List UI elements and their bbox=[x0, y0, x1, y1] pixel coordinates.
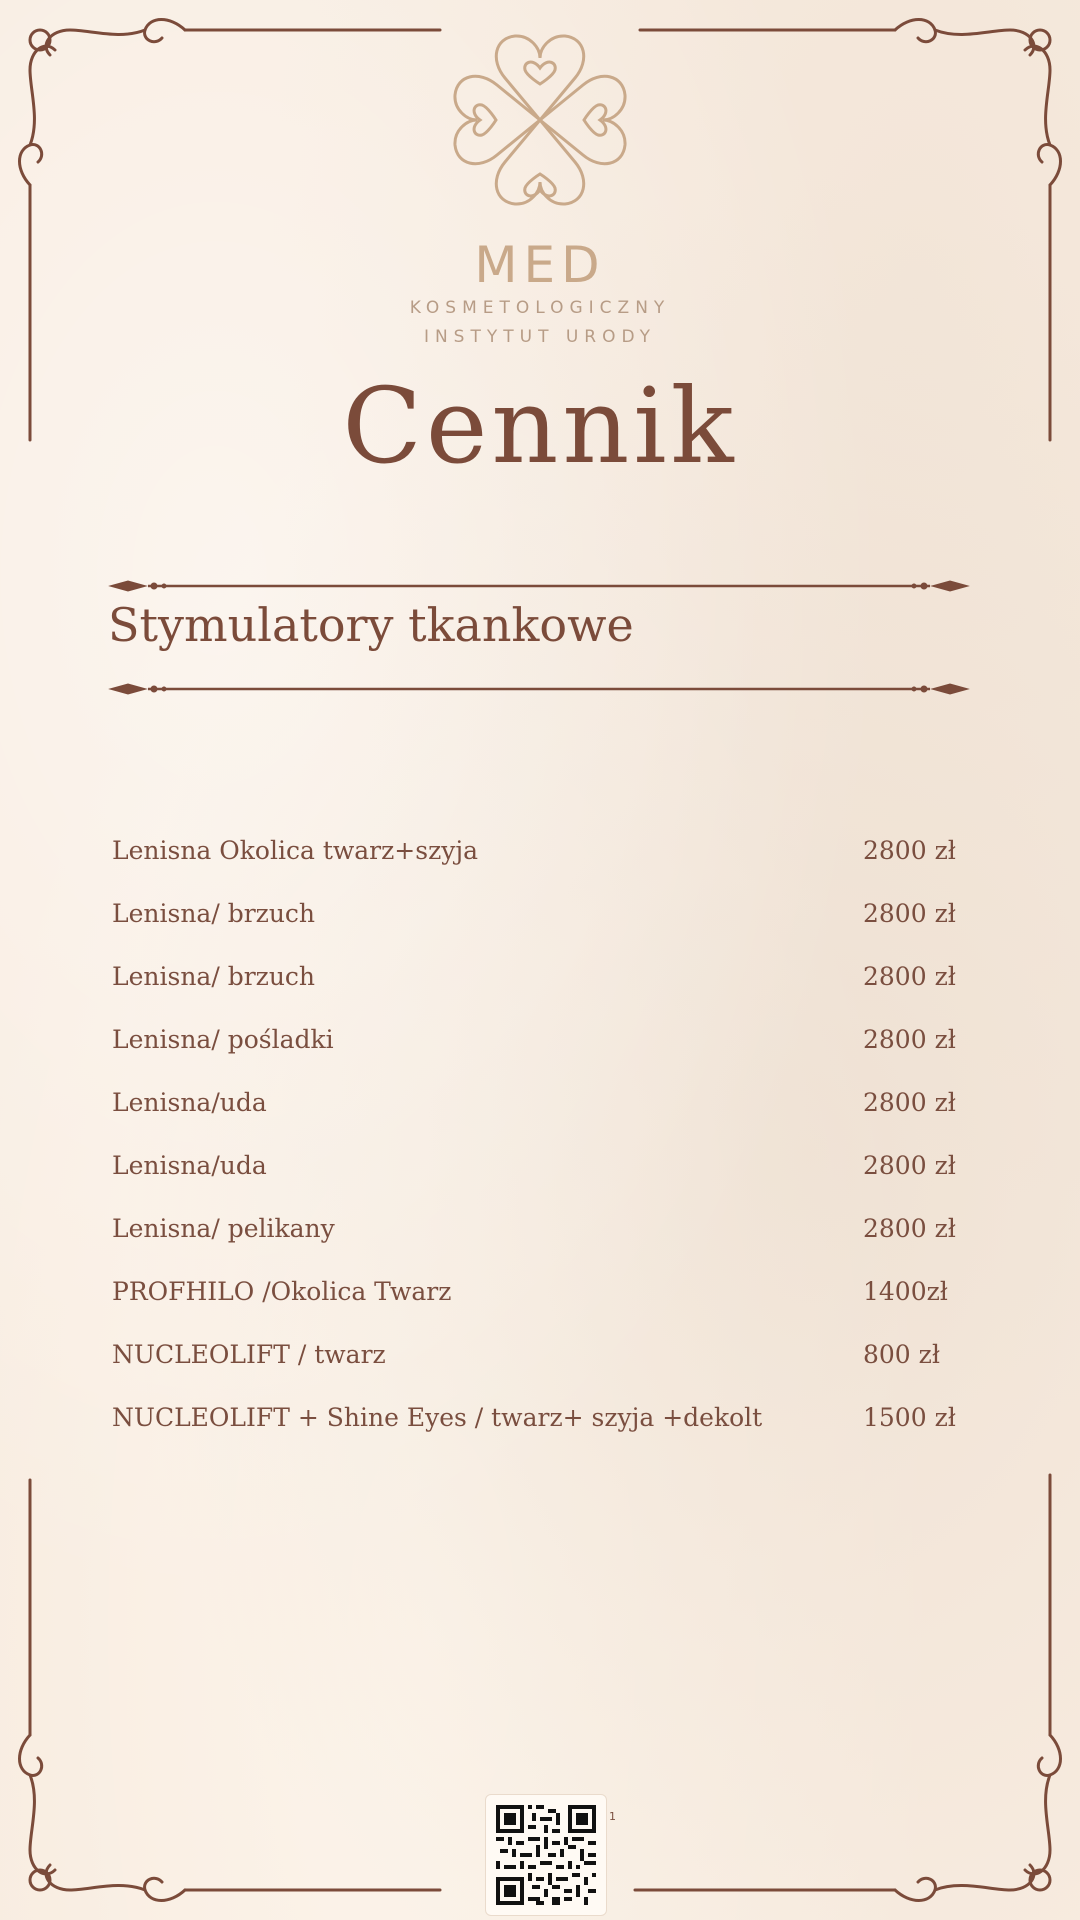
service-price: 1400zł bbox=[863, 1277, 948, 1306]
service-name: Lenisna/ pelikany bbox=[112, 1214, 335, 1243]
section-heading: Stymulatory tkankowe bbox=[108, 598, 634, 652]
price-row bbox=[110, 822, 970, 885]
price-row bbox=[110, 1200, 970, 1263]
price-row bbox=[110, 885, 970, 948]
service-price: 2800 zł bbox=[863, 899, 956, 928]
service-price: 2800 zł bbox=[863, 1151, 956, 1180]
price-row bbox=[110, 1011, 970, 1074]
price-row bbox=[110, 1389, 970, 1452]
service-name: Lenisna Okolica twarz+szyja bbox=[112, 836, 479, 865]
price-row bbox=[110, 1263, 970, 1326]
logo-subtitle-line2: INSTYTUT URODY bbox=[423, 327, 657, 347]
page-title: Cennik bbox=[342, 365, 738, 487]
service-name: Lenisna/ brzuch bbox=[112, 962, 316, 991]
service-name: Lenisna/uda bbox=[112, 1088, 267, 1117]
logo-name: MED bbox=[474, 236, 606, 294]
price-row bbox=[110, 948, 970, 1011]
service-name: PROFHILO /Okolica Twarz bbox=[112, 1277, 452, 1306]
price-row bbox=[110, 1137, 970, 1200]
service-price: 2800 zł bbox=[863, 1025, 956, 1054]
service-name: NUCLEOLIFT / twarz bbox=[112, 1340, 386, 1369]
section-divider-top bbox=[108, 572, 970, 600]
section-divider-bottom bbox=[108, 675, 970, 703]
page-number: 1 bbox=[609, 1810, 616, 1823]
service-name: NUCLEOLIFT + Shine Eyes / twarz+ szyja +dekolt bbox=[112, 1403, 763, 1432]
service-price: 2800 zł bbox=[863, 1088, 956, 1117]
logo-subtitle-line1: KOSMETOLOGICZNY bbox=[409, 298, 671, 318]
service-name: Lenisna/ brzuch bbox=[112, 899, 316, 928]
qr-code-icon bbox=[496, 1805, 596, 1905]
service-price: 1500 zł bbox=[863, 1403, 956, 1432]
service-price: 2800 zł bbox=[863, 962, 956, 991]
service-price: 2800 zł bbox=[863, 1214, 956, 1243]
price-list bbox=[110, 822, 970, 1452]
logo-mark bbox=[435, 18, 645, 223]
service-name: Lenisna/uda bbox=[112, 1151, 267, 1180]
service-price: 800 zł bbox=[863, 1340, 940, 1369]
price-row bbox=[110, 1074, 970, 1137]
service-price: 2800 zł bbox=[863, 836, 956, 865]
qr-code[interactable] bbox=[485, 1794, 607, 1916]
service-name: Lenisna/ pośladki bbox=[112, 1025, 334, 1054]
price-row bbox=[110, 1326, 970, 1389]
